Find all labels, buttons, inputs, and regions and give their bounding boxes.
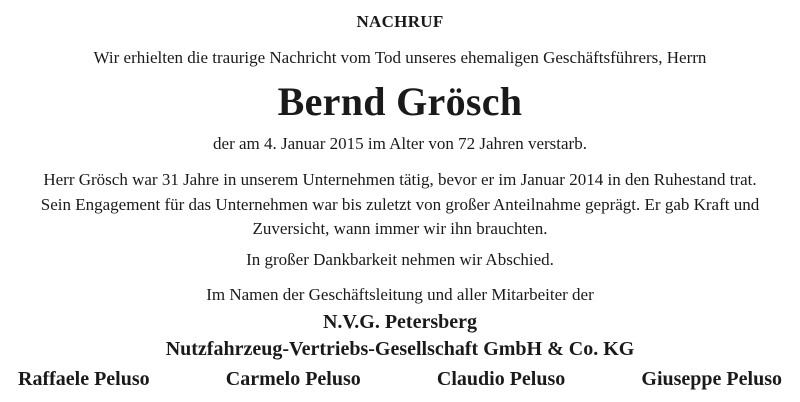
- death-date-text: der am 4. Januar 2015 im Alter von 72 Jahren verstarb.: [213, 134, 587, 153]
- farewell-text: In großer Dankbarkeit nehmen wir Abschied.: [246, 250, 554, 269]
- signatory-name: Claudio Peluso: [436, 368, 566, 390]
- on-behalf-text: Im Namen der Geschäftsleitung und aller Mitarbeiter der: [206, 285, 594, 304]
- signatory-name: Raffaele Peluso: [18, 368, 150, 390]
- deceased-name: Bernd Grösch: [277, 79, 523, 124]
- signatory-name: Carmelo Peluso: [225, 368, 361, 390]
- signatories: [18, 368, 782, 391]
- biography-text: Herr Grösch war 31 Jahre in unserem Unternehmen tätig, bevor er im Januar 2014 in den Ruhestand trat. Sein Engagement für das Unternehmen war bis zuletzt von großer Anteilnahme geprägt. Er gab Kraft und Zuversicht, wann immer wir ihn brauchten.: [40, 170, 760, 238]
- company-short-name: N.V.G. Petersberg: [322, 311, 478, 333]
- signatory-name: Giuseppe Peluso: [641, 368, 782, 390]
- notice-heading: NACHRUF: [356, 12, 444, 31]
- intro-text: Wir erhielten die traurige Nachricht vom Tod unseres ehemaligen Geschäftsführers, Herrn: [93, 48, 707, 67]
- company-full-name: Nutzfahrzeug-Vertriebs-Gesellschaft GmbH & Co. KG: [165, 338, 635, 360]
